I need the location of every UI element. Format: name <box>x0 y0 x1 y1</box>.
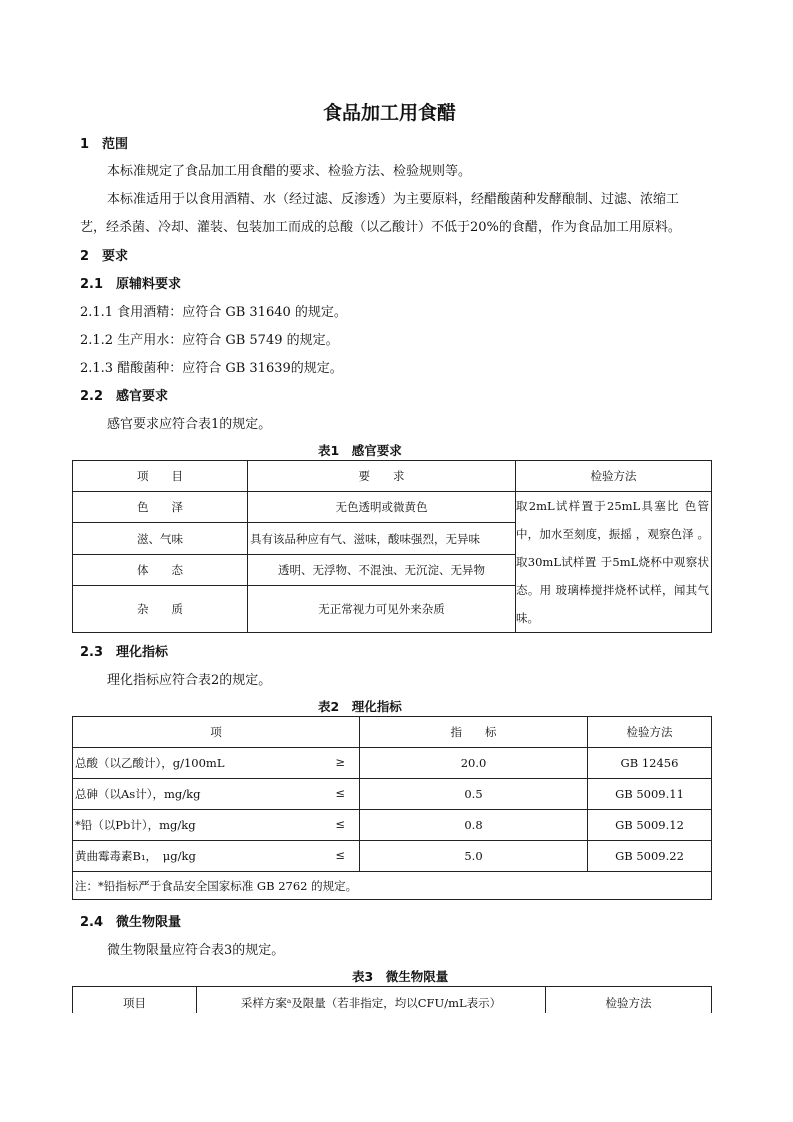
table-2-caption: 表2 理化指标 <box>318 699 402 714</box>
table-header-row <box>73 717 712 748</box>
item-label: 总酸（以乙酸计），g/100mL <box>75 756 225 770</box>
table-header-cell: 检验方法 <box>588 717 712 748</box>
table-cell-item <box>73 810 360 841</box>
section-2-4-heading: 2.4 微生物限量 <box>80 915 182 930</box>
table-header-row <box>73 987 712 1014</box>
table-header-cell: 项 目 <box>73 461 248 492</box>
table-cell-item: 体 态 <box>73 554 248 585</box>
table-cell-value: 0.5 <box>360 779 588 810</box>
table-cell-requirement: 具有该品种应有气、滋味，酸味强烈，无异味 <box>248 523 516 554</box>
clause-2-1-1: 2.1.1 食用酒精：应符合 GB 31640 的规定。 <box>80 305 347 320</box>
table-cell-method: GB 5009.22 <box>588 841 712 872</box>
document-title: 食品加工用食醋 <box>323 102 457 124</box>
section-2-heading: 2 要求 <box>80 249 129 264</box>
clause-2-1-2: 2.1.2 生产用水：应符合 GB 5749 的规定。 <box>80 333 339 348</box>
table-cell-method: GB 12456 <box>588 748 712 779</box>
microbial-limits-table <box>72 986 712 1013</box>
item-label: *铅（以Pb计），mg/kg <box>75 818 196 832</box>
table-header-row <box>73 461 712 492</box>
section-1-paragraph-2-line-1: 本标准适用于以食用酒精、水（经过滤、反渗透）为主要原料，经醋酸菌种发酵酿制、过滤、浓缩工 <box>107 192 680 207</box>
table-header-cell: 项目 <box>73 987 197 1014</box>
table-cell-method: 取2mL试样置于25mL具塞比 色管中，加水至刻度，振摇 ，观察色泽 。取30mL试样置 于5mL烧杯中观察状态。用 玻璃棒搅拌烧杯试样，闻其气味。 <box>516 492 712 633</box>
table-cell-method: GB 5009.11 <box>588 779 712 810</box>
table-header-cell: 项 <box>73 717 360 748</box>
section-2-4-paragraph: 微生物限量应符合表3的规定。 <box>107 943 285 958</box>
table-note: 注：*铅指标严于食品安全国家标准 GB 2762 的规定。 <box>73 872 712 900</box>
table-note-row <box>73 872 712 900</box>
physicochemical-indicators-table <box>72 716 712 900</box>
comparison-symbol: ≤ <box>335 817 345 831</box>
clause-2-1-3: 2.1.3 醋酸菌种：应符合 GB 31639的规定。 <box>80 361 343 376</box>
table-header-cell: 要 求 <box>248 461 516 492</box>
section-2-1-heading: 2.1 原辅料要求 <box>80 277 182 292</box>
section-2-3-heading: 2.3 理化指标 <box>80 645 169 660</box>
table-cell-requirement: 透明、无浮物、不混浊、无沉淀、无异物 <box>248 554 516 585</box>
table-row <box>73 810 712 841</box>
table-header-cell: 检验方法 <box>516 461 712 492</box>
table-1-caption: 表1 感官要求 <box>318 443 402 458</box>
table-row <box>73 841 712 872</box>
section-2-3-paragraph: 理化指标应符合表2的规定。 <box>107 673 272 688</box>
table-header-cell: 指 标 <box>360 717 588 748</box>
comparison-symbol: ≤ <box>335 848 345 862</box>
table-cell-item <box>73 779 360 810</box>
table-cell-value: 0.8 <box>360 810 588 841</box>
table-row <box>73 779 712 810</box>
section-1-paragraph-1: 本标准规定了食品加工用食醋的要求、检验方法、检验规则等。 <box>107 164 472 179</box>
table-row <box>73 492 712 523</box>
sensory-requirements-table <box>72 460 712 633</box>
table-cell-item <box>73 841 360 872</box>
table-row <box>73 748 712 779</box>
table-header-cell: 采样方案ᵃ及限量（若非指定，均以CFU/mL表示） <box>197 987 546 1014</box>
table-3-caption: 表3 微生物限量 <box>352 969 449 984</box>
table-cell-item: 滋、气味 <box>73 523 248 554</box>
section-2-2-paragraph: 感官要求应符合表1的规定。 <box>107 417 272 432</box>
table-cell-method: GB 5009.12 <box>588 810 712 841</box>
section-1-heading: 1 范围 <box>80 137 129 152</box>
table-cell-value: 5.0 <box>360 841 588 872</box>
table-header-cell: 检验方法 <box>546 987 712 1014</box>
section-1-paragraph-2-line-2: 艺，经杀菌、冷却、灌装、包装加工而成的总酸（以乙酸计）不低于20%的食醋，作为食品加工用原料。 <box>80 220 681 235</box>
table-cell-requirement: 无正常视力可见外来杂质 <box>248 586 516 633</box>
table-cell-item <box>73 748 360 779</box>
item-label: 总砷（以As计），mg/kg <box>75 787 201 801</box>
table-cell-requirement: 无色透明或微黄色 <box>248 492 516 523</box>
comparison-symbol: ≥ <box>335 755 345 769</box>
table-cell-value: 20.0 <box>360 748 588 779</box>
item-label: 黄曲霉毒素B₁， μg/kg <box>75 849 196 863</box>
table-cell-item: 杂 质 <box>73 586 248 633</box>
comparison-symbol: ≤ <box>335 786 345 800</box>
table-cell-item: 色 泽 <box>73 492 248 523</box>
section-2-2-heading: 2.2 感官要求 <box>80 389 169 404</box>
